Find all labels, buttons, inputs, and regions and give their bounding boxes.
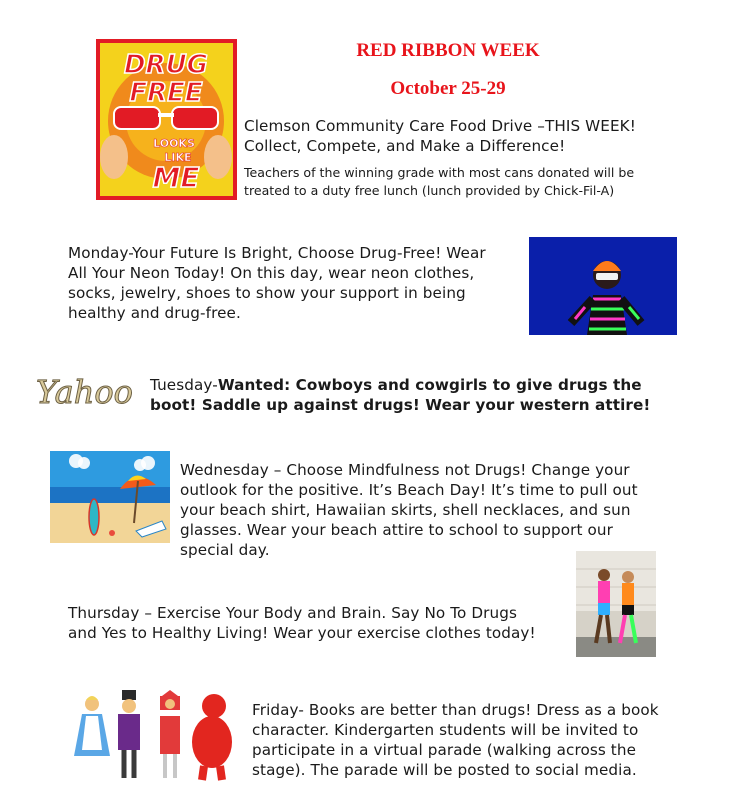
wednesday-line-5: special day. — [180, 541, 270, 559]
tuesday-day: Tuesday- — [150, 376, 218, 394]
food-drive-detail-1: Teachers of the winning grade with most cans donated will be — [244, 165, 635, 180]
monday-line-4: healthy and drug-free. — [68, 304, 241, 322]
food-drive-headline-2: Collect, Compete, and Make a Difference! — [244, 137, 566, 155]
monday-line-3: socks, jewelry, shoes to show your support in being — [68, 284, 466, 302]
food-drive-headline-1: Clemson Community Care Food Drive –THIS WEEK! — [244, 117, 636, 135]
food-drive-detail-2: treated to a duty free lunch (lunch provided by Chick-Fil-A) — [244, 183, 615, 198]
friday-line-3: participate in a virtual parade (walking across the — [252, 741, 637, 759]
thursday-line-2: and Yes to Healthy Living! Wear your exercise clothes today! — [68, 624, 536, 642]
exercise-photo — [576, 551, 656, 657]
monday-line-1: Monday-Your Future Is Bright, Choose Drug-Free! Wear — [68, 244, 486, 262]
beach-illustration — [50, 451, 170, 543]
monday-line-2: All Your Neon Today! On this day, wear neon clothes, — [68, 264, 475, 282]
drug-free-logo — [96, 39, 237, 200]
yahoo-graphic — [32, 369, 140, 413]
logo-free: FREE — [129, 78, 203, 108]
friday-line-1: Friday- Books are better than drugs! Dress as a book — [252, 701, 659, 719]
thursday-line-1: Thursday – Exercise Your Body and Brain. Say No To Drugs — [68, 604, 517, 622]
logo-me: ME — [152, 161, 200, 194]
logo-looks: LOOKS — [153, 137, 195, 150]
wednesday-line-2: outlook for the positive. It’s Beach Day! It’s time to pull out — [180, 481, 638, 499]
wednesday-line-4: glasses. Wear your beach attire to school to support our — [180, 521, 613, 539]
tuesday-line-2: boot! Saddle up against drugs! Wear your western attire! — [150, 396, 651, 414]
yahoo-text: Yahoo — [36, 373, 133, 411]
logo-drug: DRUG — [123, 50, 209, 80]
tuesday-line-1 — [150, 375, 642, 396]
friday-line-4: stage). The parade will be posted to social media. — [252, 761, 637, 779]
logo-like: LIKE — [164, 151, 192, 164]
neon-photo — [529, 237, 677, 335]
tuesday-line-1-rest: Wanted: Cowboys and cowgirls to give drugs the — [217, 376, 642, 394]
page-title: RED RIBBON WEEK — [356, 40, 540, 61]
event-dates: October 25-29 — [390, 78, 506, 99]
wednesday-line-1: Wednesday – Choose Mindfulness not Drugs! Change your — [180, 461, 630, 479]
wednesday-line-3: your beach shirt, Hawaiian skirts, shell necklaces, and sun — [180, 501, 631, 519]
book-characters-photo — [66, 690, 244, 782]
friday-line-2: character. Kindergarten students will be invited to — [252, 721, 639, 739]
